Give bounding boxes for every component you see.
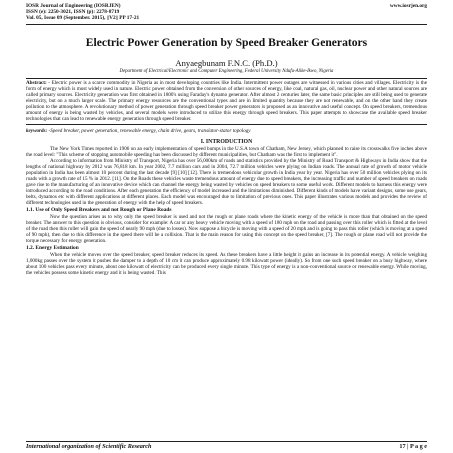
paper-author: Anyaegbunam F.N.C. (Ph.D.) [175, 57, 278, 68]
subsection-heading-1-2: 1.2. Energy Estimation [26, 245, 79, 252]
subsection-heading-1-1: 1.1. Use of Only Speed Breakers and not Rough or Plane Roads [26, 207, 172, 214]
journal-website[interactable]: www.iosrjen.org [389, 3, 427, 9]
keywords-label: keywords: [26, 127, 49, 134]
paper-title: Electric Power Generation by Speed Breaker Generators [85, 35, 368, 49]
journal-header [26, 3, 427, 22]
footer-journal: International organization of Scientific Research [26, 443, 152, 450]
keywords-line [26, 128, 427, 134]
page-number: 17 | P a g e [399, 443, 427, 450]
header-rule [26, 24, 427, 25]
author-affiliation: Department of Electrical/Electronic and Computer Engineering, Federal University Ndufu-Alike-Ikwo, Nigeria [119, 68, 334, 74]
intro-paragraph-2: According to information from Ministry of Transport, Nigeria has over 56,000km of roads and statistics provided by the Ministry of Road Transport & Highways in India show that the lengths of national highway by 2012 was 76,818 km. In year 2002, 7.7 million cars and in 2004, 72.7 million vehicles were plying on Indian roads. The annual rate of growth of motor vehicle population in India has been almost 10 percent during the last decade [9] [10] [12]. There is tremendous vehicular growth in India year by year. Nigeria has over 50 million vehicles plying on its roads with a growth rate of 15 % in 2012. [11]. On the Roads these vehicles waste tremendous amount of energy due to speed breakers, the increasing traffic and number of speed breakers on roads gave rise to the manufacturing of an innovative device which can channel the energy being wasted by vehicles on speed breakers to some useful work. Different models to harness this energy were introduced according to the road conditions. After each generation the efficiency of model increased and the limitations diminished. Different kinds of models have variant designs, some use gears, belts, dynamos etc with different applications at different places. Each model was encouraged due to limitation of previous ones. This paper illustrates various models and provides the review of different technologies used in the generation of energy with the help of speed breakers. [26, 158, 427, 207]
abstract-box [26, 78, 427, 125]
keywords-text: -Speed breaker, power generation, renewable energy, chain drive, gears, translator-stator topology [48, 127, 251, 134]
abstract-label: Abstract: [26, 79, 47, 86]
abstract-text: - Electric power is a scarce commodity in Nigeria as in most developing countries like India. Intermittent power outages are witnessed in various cities and villages. Electricity is the form of energy which is most widely used in nature. Electric power obtained from the conversion of other sources of energy, like coal, natural gas, oil, nuclear power and other natural sources are called primary sources. Electricity generation was first obtained in 1800's using Faraday's dynamo generator. After almost 2 centuries later, the same basic principles are still being used to generate electricity, but on a much larger scale. The primary energy resources are the conventional types and are in limited quantity because they are not renewable, and on the other hand they create pollution to the atmosphere. A revolutionary method of power generation through speed breaker power generators is proposed as an innovative and useful concept. On speed breakers, tremendous amount of energy is being wasted by vehicles, and several models were introduced to utilize this energy through speed breakers. This paper attempts to showcase the available speed breaker technologies that can lead to renewable energy generation through speed breaker. [26, 79, 427, 122]
issn-line: ISSN (e): 2250-3021, ISSN (p): 2278-8719 [26, 9, 120, 16]
page-footer [26, 441, 427, 451]
volume-line: Vol. 05, Issue 09 (September. 2015), ||V2|| PP 17-21 [26, 15, 140, 22]
subsection-1-2-text: When the vehicle moves over the speed breaker, speed breaker reduces its speed. As these breakers have a little height it gains an increase in its potential energy. A vehicle weighing 1,000kg passes over the system it pushes the damper to a depth of 10 cm it can produce approximately 0.98 kilowatt power (ideally). So from one such speed breaker on a busy highway, where about 100 vehicles pass every minute, about one kilowatt of electricity can be produced every single minute. This type of energy is a non-conventional source or renewable energy. While moving, the vehicles possess some kinetic energy and it is being wasted. This [26, 251, 427, 276]
subsection-1-1-text: Now the question arises as to why only the speed breaker is used and not the rough or plane roads where the kinetic energy of the vehicle is more than that obtained on the speed breaker. The answer to this question is obvious, consider for example: A car or any heavy vehicle moving with a speed of 180 mph on the road and passing over this roller which is fitted at the level of the road then this roller will gain the speed of nearly 90 mph (due to losses). Now suppose a bicycle is moving with a speed of 20 mph and is going to pass this roller (which is moving at a speed of 90 mph), then due to this difference in the speed there will be a collision. That is the main reason for using this concept on the speed breaker, [7]. The rough or plane road will not provide the torque necessary for energy generation. [26, 214, 427, 245]
section-heading-introduction: I. INTRODUCTION [200, 138, 253, 145]
journal-name: IOSR Journal of Engineering (IOSRJEN) [26, 3, 121, 9]
intro-paragraph-1: The New York Times reported in 1906 on an early implementation of speed bumps in the U.S.A town of Chatham, New Jersey, which planned to raise its crosswalks five inches above the road level: "This scheme of stopping automobile speeding has been discussed by different municipalities, but Chatham was the first to implement it". [26, 145, 427, 158]
